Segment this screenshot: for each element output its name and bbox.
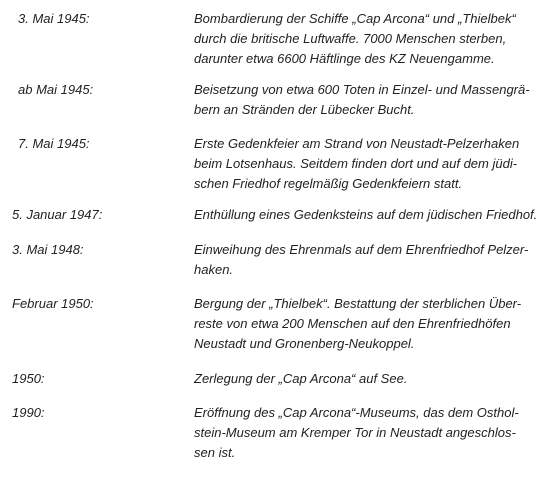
description-line: Einweihung des Ehrenmals auf dem Ehrenfriedhof Pelzer- bbox=[194, 242, 529, 257]
description-line: beim Lotsenhaus. Seitdem finden dort und auf dem jüdi- bbox=[194, 156, 518, 171]
entry-date: ab Mai 1945: bbox=[18, 82, 94, 97]
entry-date: 3. Mai 1948: bbox=[12, 242, 84, 257]
description-line: Zerlegung der „Cap Arcona“ auf See. bbox=[194, 371, 408, 386]
description-line: reste von etwa 200 Menschen auf den Ehrenfriedhöfen bbox=[194, 316, 511, 331]
description-line: Bombardierung der Schiffe „Cap Arcona“ und „Thielbek“ bbox=[194, 11, 516, 26]
description-line: Enthüllung eines Gedenksteins auf dem jüdischen Friedhof. bbox=[194, 207, 538, 222]
entry-description bbox=[194, 80, 542, 120]
entry-description bbox=[194, 9, 542, 69]
entry-description bbox=[194, 294, 542, 354]
description-line: haken. bbox=[194, 262, 234, 277]
entry-date: 1950: bbox=[12, 371, 45, 386]
entry-date: 3. Mai 1945: bbox=[18, 11, 90, 26]
description-line: Beisetzung von etwa 600 Toten in Einzel- und Massengrä- bbox=[194, 82, 530, 97]
entry-description bbox=[194, 134, 542, 194]
entry-description bbox=[194, 240, 542, 280]
entry-date: Februar 1950: bbox=[12, 296, 94, 311]
description-line: darunter etwa 6600 Häftlinge des KZ Neuengamme. bbox=[194, 51, 495, 66]
description-line: Bergung der „Thielbek“. Bestattung der sterblichen Über- bbox=[194, 296, 522, 311]
entry-description bbox=[194, 403, 542, 463]
description-line: sen ist. bbox=[194, 445, 236, 460]
description-line: bern an Stränden der Lübecker Bucht. bbox=[194, 102, 415, 117]
description-line: Eröffnung des „Cap Arcona“-Museums, das dem Osthol- bbox=[194, 405, 519, 420]
description-line: schen Friedhof regelmäßig Gedenkfeiern statt. bbox=[194, 176, 463, 191]
entry-description bbox=[194, 205, 542, 225]
entry-description bbox=[194, 369, 542, 389]
description-line: durch die britische Luftwaffe. 7000 Menschen sterben, bbox=[194, 31, 507, 46]
entry-date: 1990: bbox=[12, 405, 45, 420]
description-line: stein-Museum am Kremper Tor in Neustadt angeschlos- bbox=[194, 425, 516, 440]
entry-date: 7. Mai 1945: bbox=[18, 136, 90, 151]
entry-date: 5. Januar 1947: bbox=[12, 207, 103, 222]
description-line: Erste Gedenkfeier am Strand von Neustadt-Pelzerhaken bbox=[194, 136, 520, 151]
description-line: Neustadt und Gronenberg-Neukoppel. bbox=[194, 336, 415, 351]
